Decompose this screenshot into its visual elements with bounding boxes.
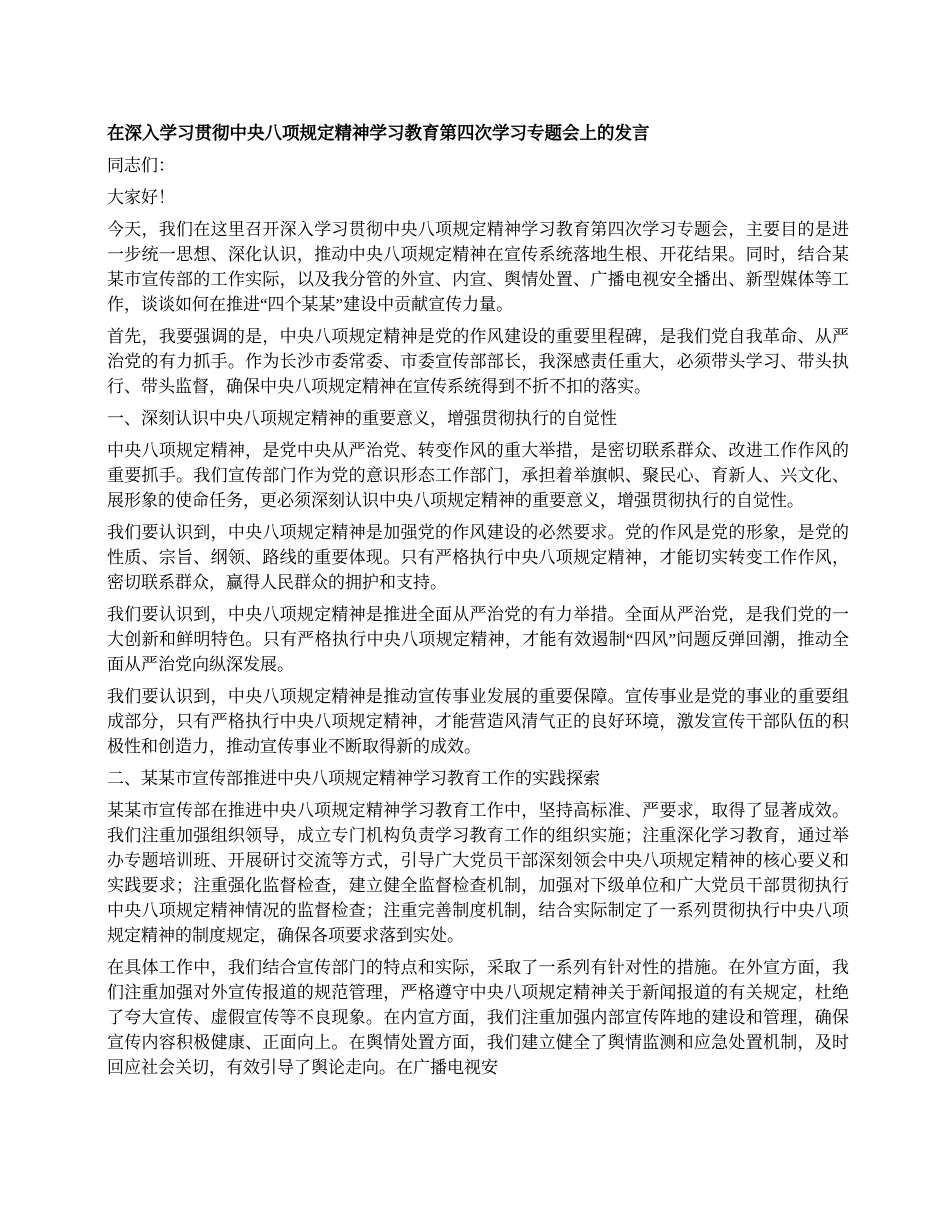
paragraph: 我们要认识到，中央八项规定精神是推动宣传事业发展的重要保障。宣传事业是党的事业的重要组成部分，只有严格执行中央八项规定精神，才能营造风清气正的良好环境，激发宣传干部队伍的积极性和创造力，推动宣传事业不断取得新的成效。 [107, 687, 849, 756]
document-title: 在深入学习贯彻中央八项规定精神学习教育第四次学习专题会上的发言 [107, 123, 650, 143]
paragraph: 今天，我们在这里召开深入学习贯彻中央八项规定精神学习教育第四次学习专题会，主要目的是进一步统一思想、深化认识，推动中央八项规定精神在宣传系统落地生根、开花结果。同时，结合某某市宣传部的工作实际，以及我分管的外宣、内宣、舆情处置、广播电视安全播出、新型媒体等工作，谈谈如何在推进“四个某某”建设中贡献宣传力量。 [107, 220, 849, 314]
paragraph: 我们要认识到，中央八项规定精神是推进全面从严治党的有力举措。全面从严治党，是我们党的一大创新和鲜明特色。只有严格执行中央八项规定精神，才能有效遏制“四风”问题反弹回潮，推动全面从严治党向纵深发展。 [107, 605, 849, 674]
section-heading: 一、深刻认识中央八项规定精神的重要意义，增强贯彻执行的自觉性 [107, 409, 617, 428]
paragraph: 中央八项规定精神，是党中央从严治党、转变作风的重大举措，是密切联系群众、改进工作作风的重要抓手。我们宣传部门作为党的意识形态工作部门，承担着举旗帜、聚民心、育新人、兴文化、展形象的使命任务，更必须深刻认识中央八项规定精神的重要意义，增强贯彻执行的自觉性。 [107, 441, 849, 510]
paragraph: 同志们： [107, 156, 175, 175]
paragraph: 某某市宣传部在推进中央八项规定精神学习教育工作中，坚持高标准、严要求，取得了显著成效。我们注重加强组织领导，成立专门机构负责学习教育工作的组织实施；注重深化学习教育，通过举办专题培训班、开展研讨交流等方式，引导广大党员干部深刻领会中央八项规定精神的核心要义和实践要求；注重强化监督检查，建立健全监督检查机制，加强对下级单位和广大党员干部贯彻执行中央八项规定精神情况的监督检查；注重完善制度机制，结合实际制定了一系列贯彻执行中央八项规定精神的制度规定，确保各项要求落到实处。 [107, 801, 849, 945]
paragraph: 我们要认识到，中央八项规定精神是加强党的作风建设的必然要求。党的作风是党的形象，是党的性质、宗旨、纲领、路线的重要体现。只有严格执行中央八项规定精神，才能切实转变工作作风，密切联系群众，赢得人民群众的拥护和支持。 [107, 523, 849, 592]
document-body [107, 153, 849, 1080]
paragraph: 在具体工作中，我们结合宣传部门的特点和实际，采取了一系列有针对性的措施。在外宣方面，我们注重加强对外宣传报道的规范管理，严格遵守中央八项规定精神关于新闻报道的有关规定，杜绝了夸大宣传、虚假宣传等不良现象。在内宣方面，我们注重加强内部宣传阵地的建设和管理，确保宣传内容积极健康、正面向上。在舆情处置方面，我们建立健全了舆情监测和应急处置机制，及时回应社会关切，有效引导了舆论走向。在广播电视安 [107, 958, 849, 1077]
paragraph: 大家好！ [107, 188, 175, 207]
section-heading: 二、某某市宣传部推进中央八项规定精神学习教育工作的实践探索 [107, 769, 600, 788]
paragraph: 首先，我要强调的是，中央八项规定精神是党的作风建设的重要里程碑，是我们党自我革命、从严治党的有力抓手。作为长沙市委常委、市委宣传部部长，我深感责任重大，必须带头学习、带头执行、带头监督，确保中央八项规定精神在宣传系统得到不折不扣的落实。 [107, 327, 849, 396]
document-page [107, 121, 849, 1087]
